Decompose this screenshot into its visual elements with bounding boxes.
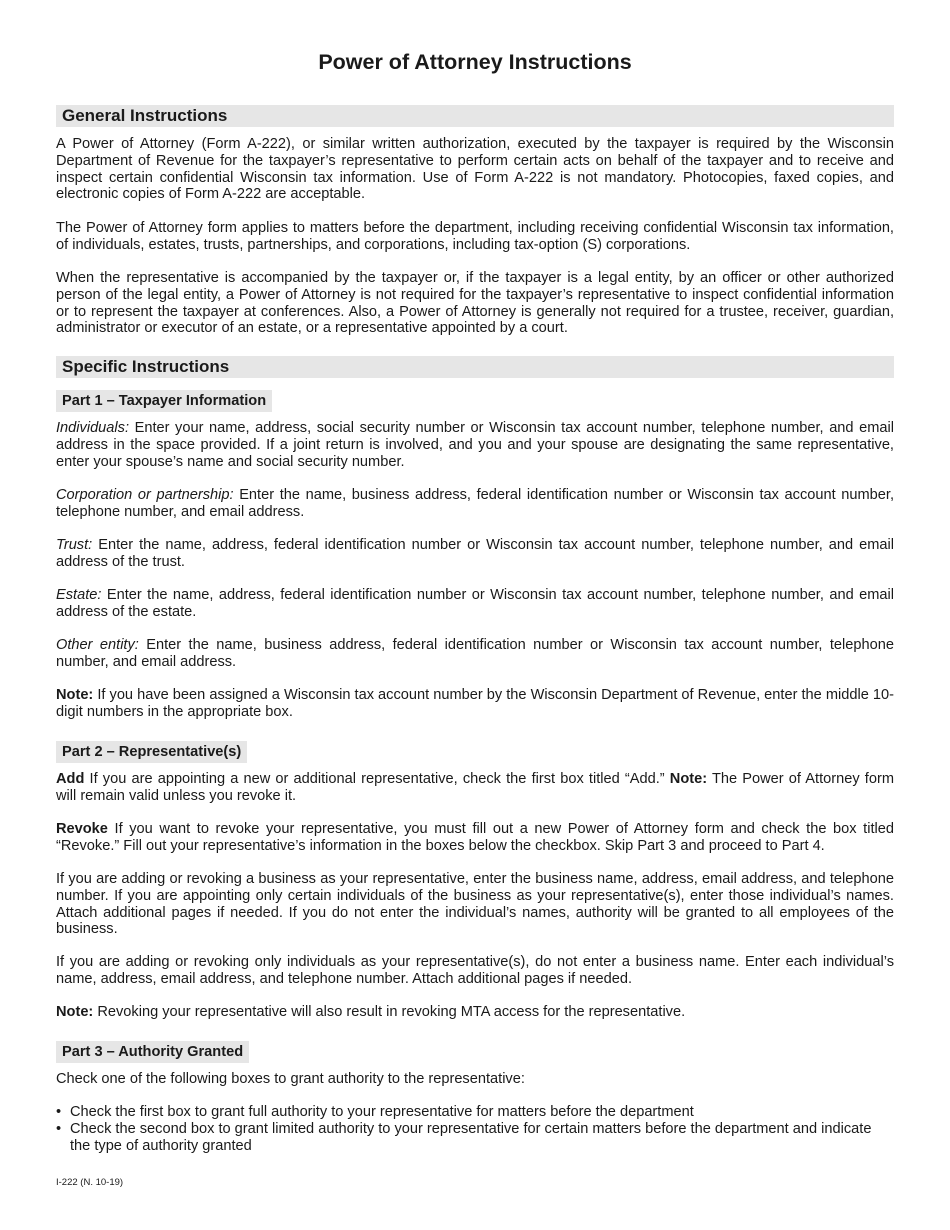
part-2-revoke-paragraph	[56, 821, 894, 855]
part-1-estate-paragraph	[56, 587, 894, 621]
part-1-trust-paragraph	[56, 537, 894, 571]
part-3-heading: Part 3 – Authority Granted	[56, 1041, 249, 1063]
general-paragraph-3: When the representative is accompanied by the taxpayer or, if the taxpayer is a legal entity, by an officer or other authorized person of the legal entity, a Power of Attorney is not required for the taxpayer’s representative to inspect confidential information or to represent the taxpayer at conferences. Also, a Power of Attorney is generally not required for a trustee, receiver, guardian, administrator or executor of an estate, or a representative appointed by a court.	[56, 270, 894, 337]
part-3-bullet-1: Check the first box to grant full authority to your representative for matters before the department	[70, 1104, 694, 1120]
general-paragraph-1: A Power of Attorney (Form A-222), or similar written authorization, executed by the taxpayer is required by the Wisconsin Department of Revenue for the taxpayer’s representative to perform certain acts on behalf of the taxpayer and to receive and inspect certain confidential Wisconsin tax information. Use of Form A-222 is not mandatory. Photocopies, faxed copies, and electronic copies of Form A-222 are acceptable.	[56, 136, 894, 203]
page-title: Power of Attorney Instructions	[318, 50, 632, 74]
list-item: • Check the second box to grant limited authority to your representative for certain matters before the department and indicate the type of authority granted	[56, 1120, 872, 1154]
add-note-text: The Power of Attorney form will remain valid unless you revoke it.	[56, 771, 894, 804]
part-1-heading: Part 1 – Taxpayer Information	[56, 390, 272, 412]
corporation-text: Enter the name, business address, federal identification number or Wisconsin tax account number, telephone number, and email address.	[56, 487, 895, 520]
part-2-business-paragraph: If you are adding or revoking a business as your representative, enter the business name, address, email address, and telephone number. If you are appointing only certain individuals of the business as your representative(s), enter those individual’s names. Attach additional pages if needed. If you do not enter the individual’s names, authority will be granted to all employees of the business.	[56, 871, 894, 938]
corporation-lead: Corporation or partnership:	[56, 487, 234, 503]
part-3-bullet-list	[56, 1104, 894, 1154]
other-entity-text: Enter the name, business address, federal identification number or Wisconsin tax account number, telephone number, and email address.	[56, 637, 894, 670]
part-2-note-text: Revoking your representative will also result in revoking MTA access for the representative.	[93, 1004, 686, 1020]
part-1-note-lead: Note:	[56, 687, 94, 703]
part-2-note-lead: Note:	[56, 1004, 94, 1020]
part-1-corporation-paragraph	[56, 487, 894, 521]
part-3-bullet-2: Check the second box to grant limited authority to your representative for certain matters before the department and indicate the type of authority granted	[70, 1120, 872, 1154]
add-text: If you are appointing a new or additional representative, check the first box titled “Add.”	[84, 771, 670, 787]
trust-text: Enter the name, address, federal identification number or Wisconsin tax account number, telephone number, and email address of the trust.	[56, 537, 894, 570]
part-2-add-paragraph	[56, 771, 894, 805]
list-item: • Check the first box to grant full authority to your representative for matters before the department	[56, 1104, 694, 1120]
individuals-text: Enter your name, address, social security number or Wisconsin tax account number, telephone number, and email address in the space provided. If a joint return is involved, and you and your spouse are designating the same representative, enter your spouse’s name and social security number.	[56, 420, 894, 470]
general-instructions-heading: General Instructions	[56, 105, 894, 127]
part-2-note-paragraph	[56, 1004, 894, 1021]
part-3-intro: Check one of the following boxes to grant authority to the representative:	[56, 1071, 525, 1087]
revoke-text: If you want to revoke your representative, you must fill out a new Power of Attorney form and check the box titled “Revoke.” Fill out your representative’s information in the boxes below the checkbox. Skip Part 3 and proceed to Part 4.	[56, 821, 894, 854]
estate-text: Enter the name, address, federal identification number or Wisconsin tax account number, telephone number, and email address of the estate.	[56, 587, 894, 620]
specific-instructions-heading: Specific Instructions	[56, 356, 894, 378]
add-lead: Add	[56, 771, 85, 787]
revoke-lead: Revoke	[56, 821, 108, 837]
part-1-note-text: If you have been assigned a Wisconsin tax account number by the Wisconsin Department of Revenue, enter the middle 10-digit numbers in the appropriate box.	[56, 687, 894, 720]
individuals-lead: Individuals:	[56, 420, 130, 436]
part-2-individuals-paragraph: If you are adding or revoking only individuals as your representative(s), do not enter a business name. Enter each individual’s name, address, email address, and telephone number. Attach additional pages if needed.	[56, 954, 894, 987]
general-paragraph-2: The Power of Attorney form applies to matters before the department, including receiving confidential Wisconsin tax information, of individuals, estates, trusts, partnerships, and corporations, including tax-option (S) corporations.	[56, 220, 894, 253]
trust-lead: Trust:	[56, 537, 93, 553]
estate-lead: Estate:	[56, 587, 102, 603]
other-entity-lead: Other entity:	[56, 637, 139, 653]
form-number-footer: I-222 (N. 10-19)	[56, 1177, 124, 1188]
part-1-individuals-paragraph	[56, 420, 894, 470]
part-1-note-paragraph	[56, 687, 894, 721]
part-1-other-entity-paragraph	[56, 637, 894, 671]
add-note-lead: Note:	[669, 771, 708, 787]
part-2-heading: Part 2 – Representative(s)	[56, 741, 247, 763]
